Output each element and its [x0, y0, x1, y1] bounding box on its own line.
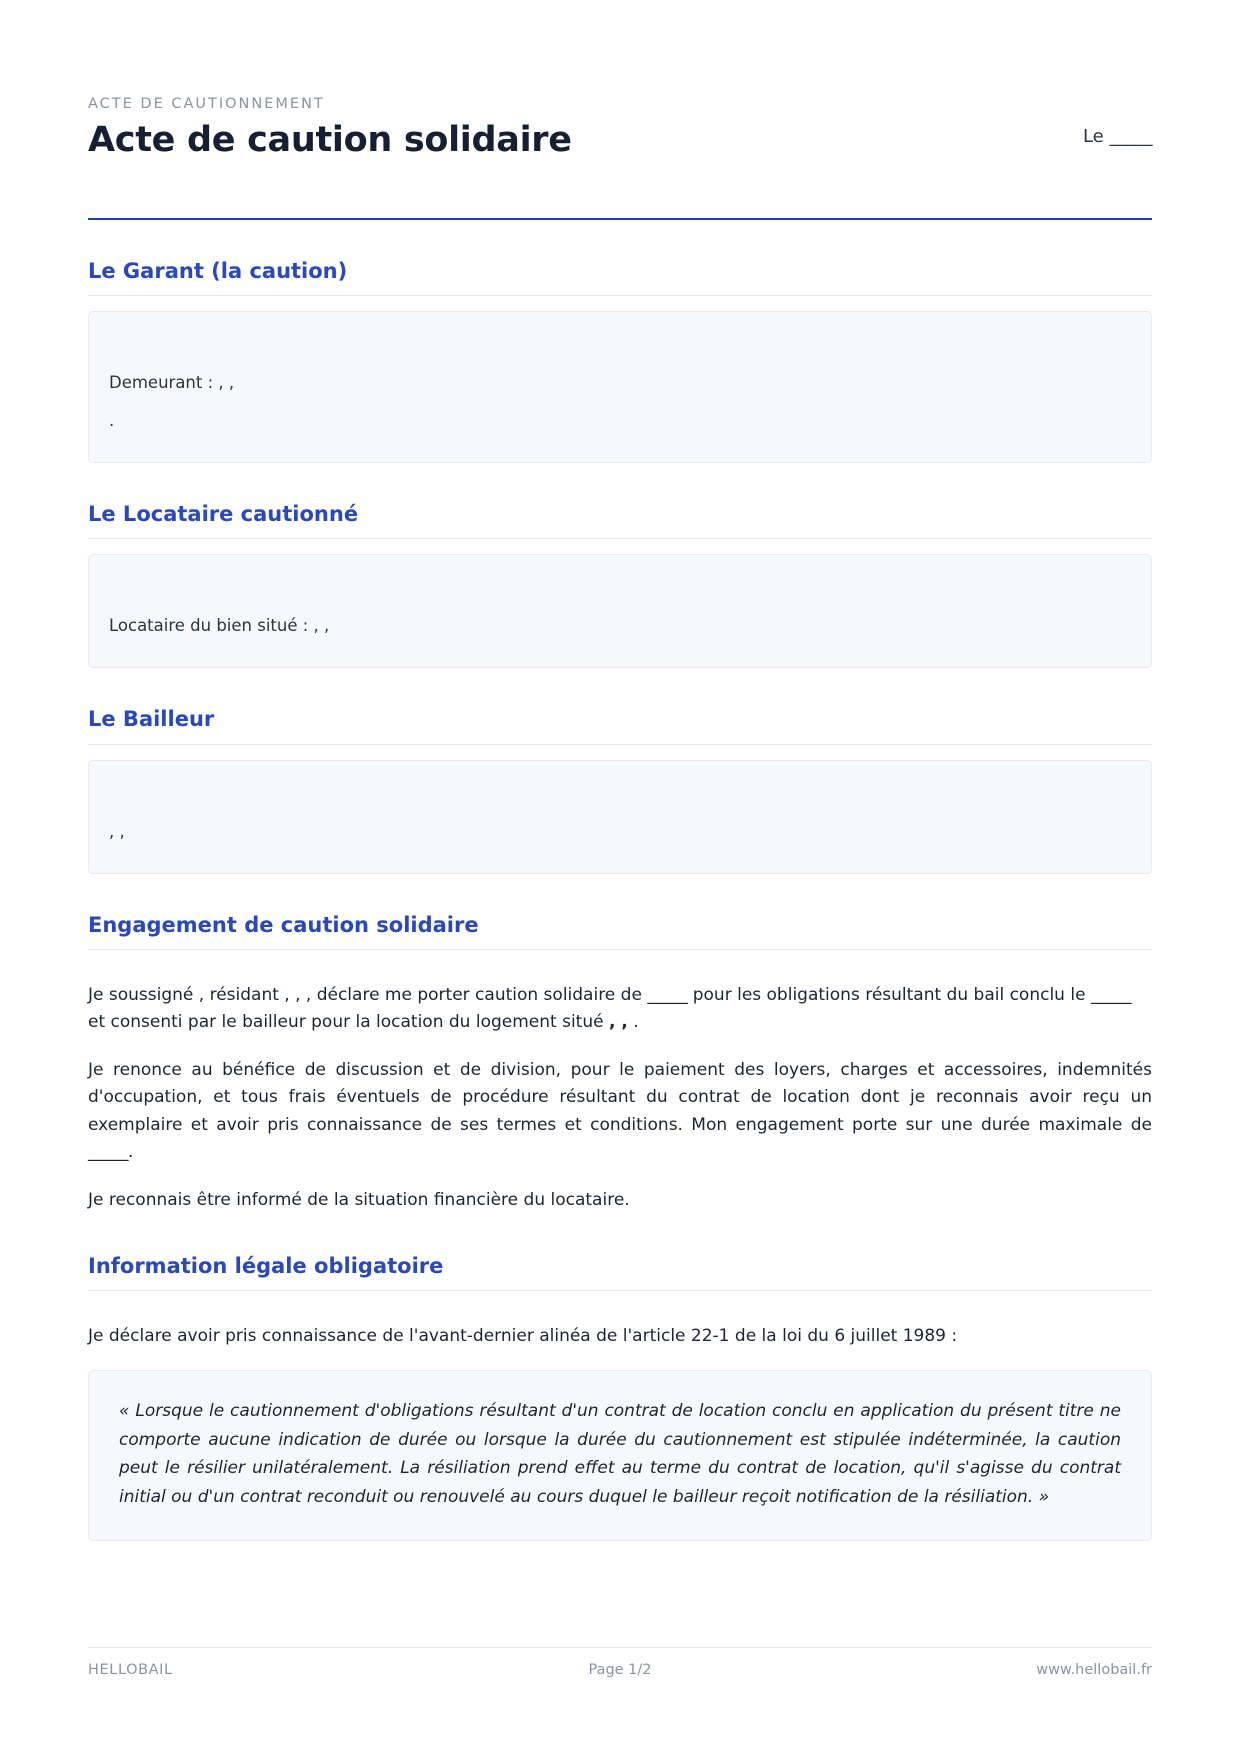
section-divider-locataire [88, 538, 1152, 539]
engagement-p1-text-4: . [627, 1012, 639, 1033]
section-locataire [88, 501, 1152, 668]
section-garant [88, 258, 1152, 463]
footer-website: www.hellobail.fr [1036, 1662, 1153, 1678]
section-bailleur [88, 706, 1152, 873]
section-divider-garant [88, 295, 1152, 296]
engagement-p1-commas: , , [608, 1012, 628, 1033]
section-title-information: Information légale obligatoire [88, 1253, 444, 1278]
section-title-bailleur: Le Bailleur [88, 707, 215, 732]
footer-row [88, 1662, 1152, 1678]
section-divider-information [88, 1290, 1152, 1291]
document-footer [88, 1647, 1152, 1678]
garant-period-line: . [109, 411, 115, 431]
garant-name-line [109, 334, 1131, 364]
engagement-p1-text-2: pour les obligations résultant du bail conclu le [687, 984, 1091, 1005]
title-divider [88, 218, 1152, 220]
page-title: Acte de caution solidaire [88, 120, 572, 161]
section-divider-bailleur [88, 744, 1152, 745]
engagement-p1-text-1: Je soussigné , résidant , , , déclare me porter caution solidaire de [88, 984, 648, 1005]
legal-quote-text: « Lorsque le cautionnement d'obligations résultant d'un contrat de location conclu en application du présent titre ne comporte aucune indication de durée ou lorsque la durée du cautionnement est stipulée indéterminée, la caution peut le résilier unilatéralement. La résiliation prend effet au terme du contrat de location, qu'il s'agisse du contrat initial ou d'un contrat reconduit ou renouvelé au cours duquel le bailleur reçoit notification de la résiliation. » [119, 1401, 1121, 1507]
header-title-group [88, 96, 1083, 162]
bailleur-field-box[interactable] [88, 760, 1152, 874]
engagement-p1-text-3: et consenti par le bailleur pour la location du logement situé [88, 1012, 609, 1033]
section-engagement [88, 912, 1152, 1215]
section-divider-engagement [88, 949, 1152, 950]
garant-field-box[interactable] [88, 311, 1152, 463]
date-label: Le [1082, 126, 1104, 147]
footer-divider [88, 1647, 1152, 1648]
locataire-field-box[interactable] [88, 554, 1152, 668]
legal-quote-box [88, 1370, 1152, 1540]
engagement-paragraph-1 [88, 982, 1152, 1037]
section-information-legale [88, 1253, 1152, 1541]
document-header [88, 96, 1152, 162]
section-title-locataire: Le Locataire cautionné [88, 502, 359, 527]
engagement-paragraph-3: Je reconnais être informé de la situation financière du locataire. [88, 1190, 630, 1211]
engagement-amount-blank[interactable]: _____ [647, 984, 688, 1005]
section-title-garant: Le Garant (la caution) [88, 259, 348, 284]
engagement-p2-text-1: Je renonce au bénéfice de discussion et de division, pour le paiement des loyers, charges et accessoires, indemnités d'occupation, et tous frais éventuels de procédure résultant du contrat de location dont je reconnais avoir reçu un exemplaire et avoir pris connaissance de ses termes et conditions. Mon engagement porte sur une durée maximale de [88, 1059, 1152, 1135]
footer-brand: HELLOBAIL [88, 1662, 173, 1678]
information-intro: Je déclare avoir pris connaissance de l'avant-dernier alinéa de l'article 22-1 de la loi du 6 juillet 1989 : [88, 1325, 958, 1346]
engagement-duration-blank[interactable]: _____ [88, 1142, 128, 1163]
engagement-date-blank[interactable]: _____ [1090, 984, 1131, 1005]
garant-address-line: Demeurant : , , [109, 373, 235, 393]
date-blank[interactable]: _____ [1109, 126, 1152, 147]
engagement-p2-text-2: . [128, 1142, 134, 1163]
footer-page-number: Page 1/2 [588, 1662, 652, 1678]
bailleur-address-line: , , [109, 821, 125, 841]
engagement-paragraph-2 [88, 1057, 1152, 1167]
locataire-address-line: Locataire du bien situé : , , [109, 616, 330, 636]
engagement-body [88, 982, 1152, 1215]
locataire-name-line [109, 577, 1131, 607]
document-date-field [1083, 96, 1152, 147]
bailleur-name-line [109, 783, 1131, 813]
information-body [88, 1323, 1152, 1541]
document-eyebrow: ACTE DE CAUTIONNEMENT [88, 96, 325, 112]
section-title-engagement: Engagement de caution solidaire [88, 912, 479, 937]
